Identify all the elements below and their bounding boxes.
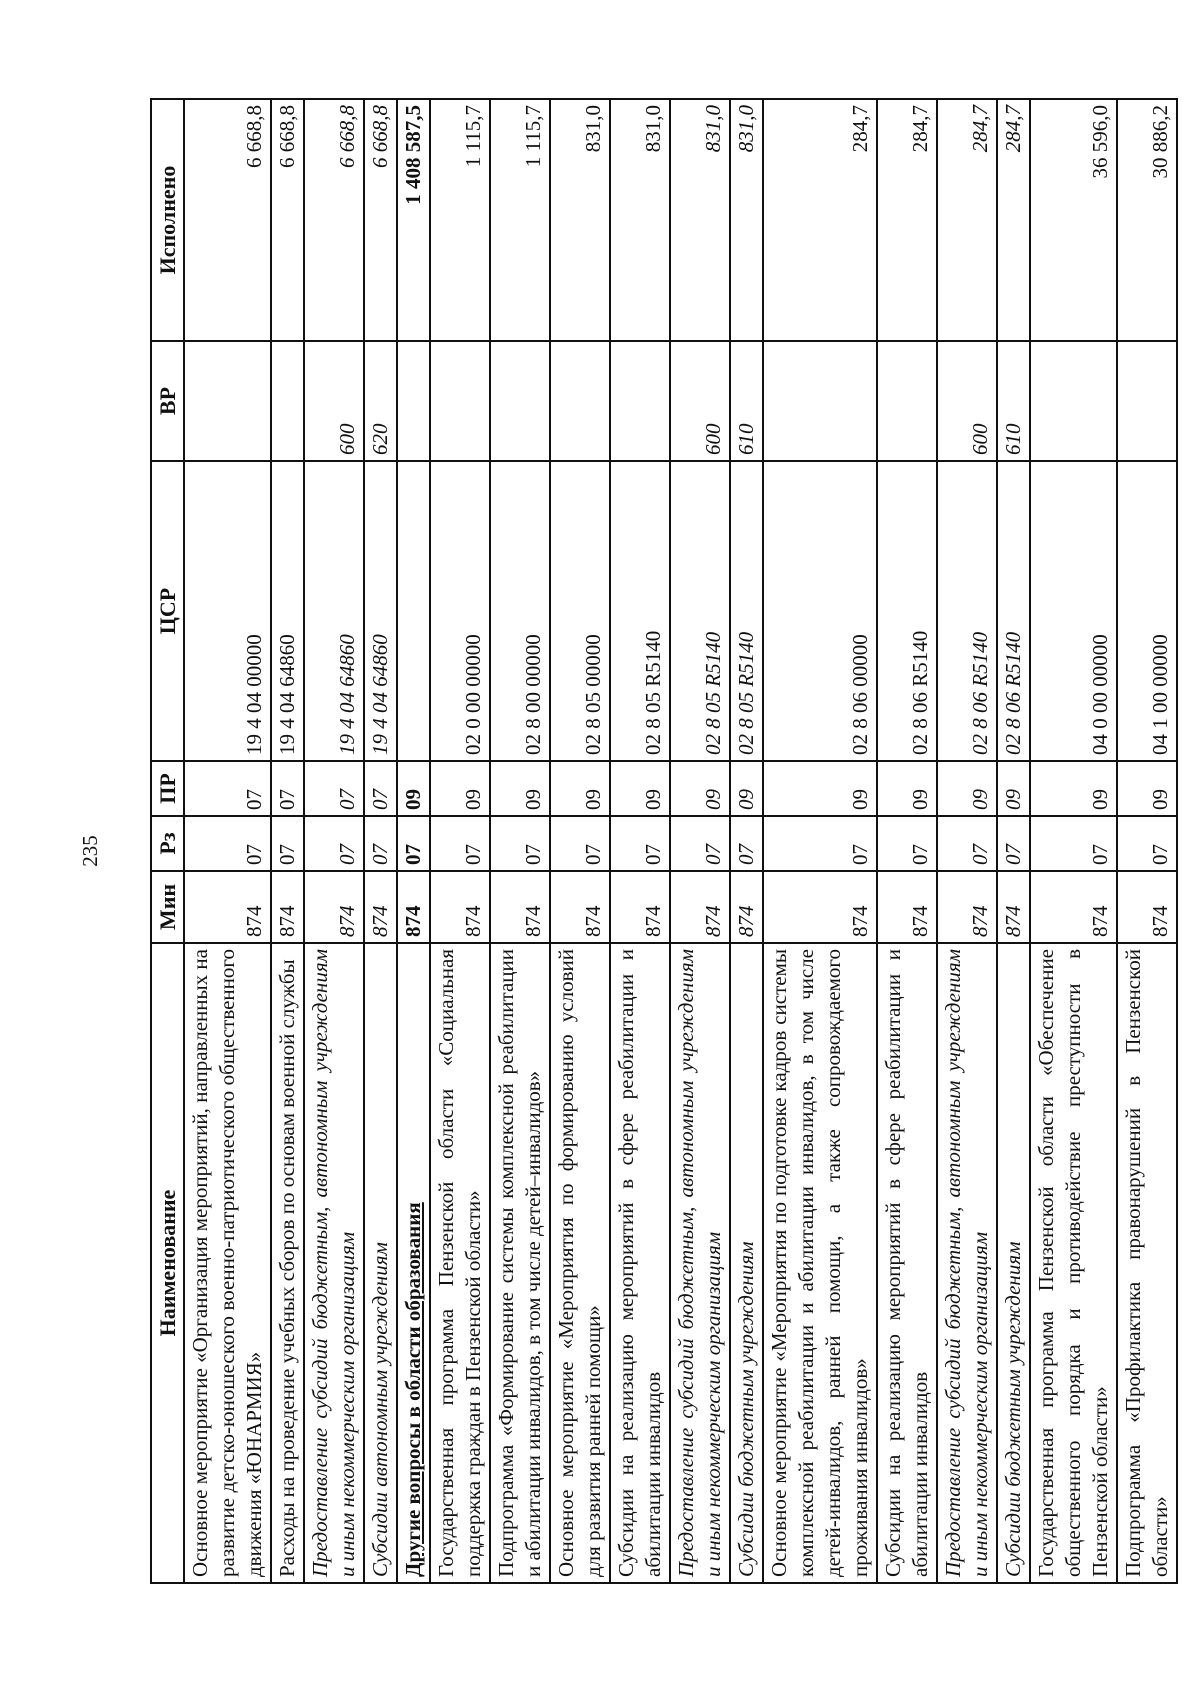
cell-vr: 600 (937, 341, 997, 461)
cell-rz: 07 (610, 816, 670, 871)
cell-pr: 09 (877, 761, 937, 816)
cell-name: Предоставление субсидий бюджетным, автономным учреждениям и иным некоммерческим организациям (937, 943, 997, 1583)
cell-min: 874 (877, 871, 937, 943)
cell-rz: 07 (184, 816, 271, 871)
cell-name: Предоставление субсидий бюджетным, автономным учреждениям и иным некоммерческим организациям (304, 943, 364, 1583)
cell-csr: 19 4 04 64860 (304, 461, 364, 761)
cell-isp: 284,7 (877, 99, 937, 341)
cell-vr (610, 341, 670, 461)
cell-csr: 02 8 05 R5140 (670, 461, 730, 761)
cell-pr: 07 (184, 761, 271, 816)
table-row (937, 99, 997, 1583)
cell-rz: 07 (304, 816, 364, 871)
page-number: 235 (78, 835, 102, 867)
cell-pr: 07 (271, 761, 304, 816)
cell-isp: 6 668,8 (184, 99, 271, 341)
table-row (184, 99, 271, 1583)
cell-pr: 09 (1117, 761, 1177, 816)
table-row (1117, 99, 1177, 1583)
cell-rz: 07 (877, 816, 937, 871)
cell-vr (763, 341, 877, 461)
cell-min: 874 (550, 871, 610, 943)
cell-vr: 600 (304, 341, 364, 461)
cell-rz: 07 (730, 816, 763, 871)
table-row (1030, 99, 1117, 1583)
cell-rz: 07 (670, 816, 730, 871)
cell-pr: 09 (997, 761, 1030, 816)
table-row (730, 99, 763, 1583)
cell-vr (1030, 341, 1117, 461)
cell-vr (271, 341, 304, 461)
header-isp: Исполнено (151, 99, 184, 341)
cell-rz: 07 (763, 816, 877, 871)
cell-min: 874 (730, 871, 763, 943)
cell-pr: 09 (1030, 761, 1117, 816)
cell-csr: 19 4 04 64860 (364, 461, 397, 761)
cell-name: Другие вопросы в области образования (397, 943, 430, 1583)
cell-name: Субсидии на реализацию мероприятий в сфере реабилитации и абилитации инвалидов (610, 943, 670, 1583)
table-row (877, 99, 937, 1583)
cell-name: Государственная программа Пензенской области «Обеспечение общественного порядка и противодействие преступности в Пензенской области» (1030, 943, 1117, 1583)
cell-min: 874 (997, 871, 1030, 943)
cell-rz: 07 (430, 816, 490, 871)
cell-pr: 09 (670, 761, 730, 816)
budget-table (150, 98, 1178, 1584)
cell-vr: 610 (997, 341, 1030, 461)
cell-vr (397, 341, 430, 461)
cell-isp: 831,0 (730, 99, 763, 341)
cell-min: 874 (430, 871, 490, 943)
table-row (490, 99, 550, 1583)
cell-min: 874 (670, 871, 730, 943)
cell-rz: 07 (550, 816, 610, 871)
cell-pr: 09 (490, 761, 550, 816)
rotated-table-holder (150, 100, 1172, 1584)
cell-csr: 02 8 06 R5140 (877, 461, 937, 761)
cell-csr: 02 8 00 00000 (490, 461, 550, 761)
cell-pr: 09 (550, 761, 610, 816)
header-vr: ВР (151, 341, 184, 461)
header-min: Мин (151, 871, 184, 943)
cell-rz: 07 (937, 816, 997, 871)
cell-name: Субсидии бюджетным учреждениям (730, 943, 763, 1583)
cell-isp: 831,0 (550, 99, 610, 341)
cell-min: 874 (397, 871, 430, 943)
header-pr: ПР (151, 761, 184, 816)
cell-name: Субсидии бюджетным учреждениям (997, 943, 1030, 1583)
header-row (151, 99, 184, 1583)
cell-csr: 19 4 04 64860 (271, 461, 304, 761)
cell-isp: 6 668,8 (304, 99, 364, 341)
cell-vr: 620 (364, 341, 397, 461)
cell-isp: 30 886,2 (1117, 99, 1177, 341)
cell-name: Основное мероприятие «Организация мероприятий, направленных на развитие детско-юношеского военно-патриотического общественного движения «ЮНАРМИЯ» (184, 943, 271, 1583)
cell-csr: 04 1 00 00000 (1117, 461, 1177, 761)
table-row (364, 99, 397, 1583)
cell-min: 874 (610, 871, 670, 943)
cell-rz: 07 (271, 816, 304, 871)
cell-min: 874 (364, 871, 397, 943)
cell-isp: 1 115,7 (430, 99, 490, 341)
cell-min: 874 (304, 871, 364, 943)
cell-name: Подпрограмма «Профилактика правонарушений в Пензенской области» (1117, 943, 1177, 1583)
cell-csr: 02 8 05 R5140 (610, 461, 670, 761)
cell-rz: 07 (397, 816, 430, 871)
cell-name: Основное мероприятие «Мероприятия по подготовке кадров системы комплексной реабилитации и абилитации инвалидов, в том числе детей-инвалидов, ранней помощи, а также сопровождаемого проживания инвалидов» (763, 943, 877, 1583)
cell-name: Расходы на проведение учебных сборов по основам военной службы (271, 943, 304, 1583)
cell-csr: 19 4 04 00000 (184, 461, 271, 761)
cell-min: 874 (271, 871, 304, 943)
table-row (610, 99, 670, 1583)
cell-rz: 07 (364, 816, 397, 871)
cell-isp: 284,7 (763, 99, 877, 341)
cell-name: Государственная программа Пензенской области «Социальная поддержка граждан в Пензенской области» (430, 943, 490, 1583)
cell-min: 874 (1117, 871, 1177, 943)
header-csr: ЦСР (151, 461, 184, 761)
cell-rz: 07 (490, 816, 550, 871)
cell-pr: 09 (397, 761, 430, 816)
cell-vr (877, 341, 937, 461)
cell-name: Основное мероприятие «Мероприятия по формированию условий для развития ранней помощи» (550, 943, 610, 1583)
cell-min: 874 (1030, 871, 1117, 943)
cell-name: Предоставление субсидий бюджетным, автономным учреждениям и иным некоммерческим организациям (670, 943, 730, 1583)
header-rz: Рз (151, 816, 184, 871)
cell-rz: 07 (1117, 816, 1177, 871)
cell-pr: 07 (304, 761, 364, 816)
cell-pr: 09 (430, 761, 490, 816)
cell-pr: 07 (364, 761, 397, 816)
cell-csr: 02 8 05 00000 (550, 461, 610, 761)
cell-vr (430, 341, 490, 461)
cell-csr: 02 8 05 R5140 (730, 461, 763, 761)
cell-isp: 1 408 587,5 (397, 99, 430, 341)
cell-rz: 07 (1030, 816, 1117, 871)
cell-min: 874 (763, 871, 877, 943)
cell-isp: 284,7 (997, 99, 1030, 341)
cell-csr: 02 8 06 00000 (763, 461, 877, 761)
cell-isp: 1 115,7 (490, 99, 550, 341)
cell-name: Подпрограмма «Формирование системы комплексной реабилитации и абилитации инвалидов, в том числе детей–инвалидов» (490, 943, 550, 1583)
cell-isp: 284,7 (937, 99, 997, 341)
cell-isp: 36 596,0 (1030, 99, 1117, 341)
cell-vr: 600 (670, 341, 730, 461)
cell-csr: 02 8 06 R5140 (937, 461, 997, 761)
cell-pr: 09 (610, 761, 670, 816)
cell-pr: 09 (730, 761, 763, 816)
table-row (397, 99, 430, 1583)
cell-name: Субсидии на реализацию мероприятий в сфере реабилитации и абилитации инвалидов (877, 943, 937, 1583)
cell-vr (1117, 341, 1177, 461)
cell-min: 874 (937, 871, 997, 943)
table-row (271, 99, 304, 1583)
table-row (670, 99, 730, 1583)
cell-isp: 831,0 (670, 99, 730, 341)
cell-name: Субсидии автономным учреждениям (364, 943, 397, 1583)
cell-vr (490, 341, 550, 461)
cell-min: 874 (490, 871, 550, 943)
cell-vr (184, 341, 271, 461)
cell-pr: 09 (937, 761, 997, 816)
cell-isp: 6 668,8 (364, 99, 397, 341)
cell-csr (397, 461, 430, 761)
table-row (304, 99, 364, 1583)
cell-isp: 831,0 (610, 99, 670, 341)
cell-csr: 02 0 00 00000 (430, 461, 490, 761)
table-row (550, 99, 610, 1583)
cell-vr: 610 (730, 341, 763, 461)
table-row (430, 99, 490, 1583)
header-name: Наименование (151, 943, 184, 1583)
table-row (997, 99, 1030, 1583)
cell-csr: 04 0 00 00000 (1030, 461, 1117, 761)
cell-min: 874 (184, 871, 271, 943)
cell-csr: 02 8 06 R5140 (997, 461, 1030, 761)
cell-rz: 07 (997, 816, 1030, 871)
rotated-table-frame (150, 100, 1172, 1584)
cell-pr: 09 (763, 761, 877, 816)
table-row (763, 99, 877, 1583)
cell-vr (550, 341, 610, 461)
cell-isp: 6 668,8 (271, 99, 304, 341)
